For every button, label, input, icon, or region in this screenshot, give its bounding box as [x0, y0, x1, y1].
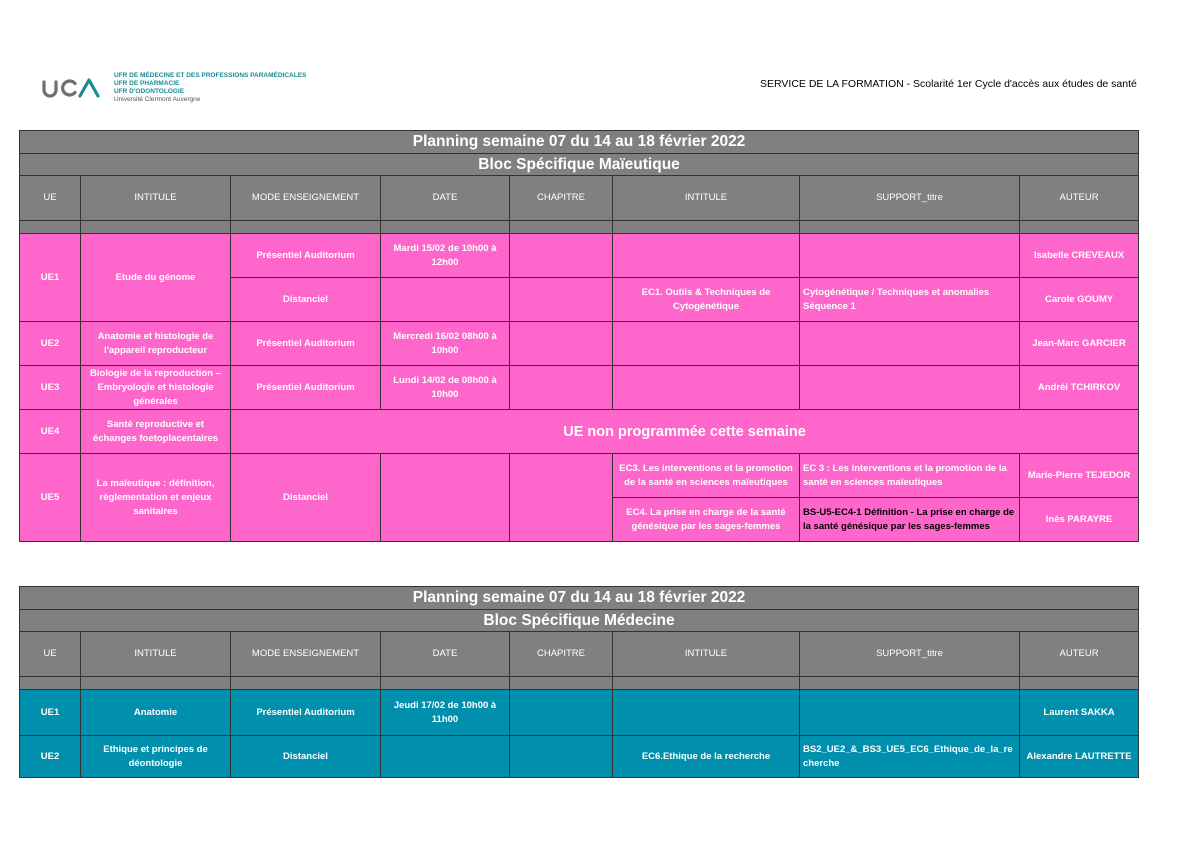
support-titre: Cytogénétique / Techniques et anomalies Séquence 1 [800, 278, 1020, 322]
medecine-table [19, 586, 1139, 778]
col-ue: UE [20, 632, 81, 677]
table-row [20, 690, 1139, 736]
col-support: SUPPORT_titre [800, 176, 1020, 221]
maieutique-title: Planning semaine 07 du 14 au 18 février 2022 [20, 131, 1139, 154]
mode: Distanciel [231, 454, 381, 542]
medecine-subtitle: Bloc Spécifique Médecine [20, 610, 1139, 632]
uca-logo [42, 72, 306, 104]
auteur: Laurent SAKKA [1020, 690, 1139, 736]
col-intitule-ec: INTITULE [613, 176, 800, 221]
support-titre: BS2_UE2_&_BS3_UE5_EC6_Ethique_de_la_recherche [800, 736, 1020, 778]
logo-line-universite: Université Clermont Auvergne [114, 96, 201, 103]
ue-code: UE2 [20, 322, 81, 366]
ue-intitule: Etude du génome [81, 234, 231, 322]
col-auteur: AUTEUR [1020, 176, 1139, 221]
mode: Présentiel Auditorium [231, 690, 381, 736]
table-row [20, 366, 1139, 410]
col-chapitre: CHAPITRE [510, 632, 613, 677]
date: Lundi 14/02 de 08h00 à 10h00 [381, 366, 510, 410]
uca-logo-mark-icon [42, 76, 102, 100]
col-auteur: AUTEUR [1020, 632, 1139, 677]
logo-line-pharmacie: UFR DE PHARMACIE [114, 80, 180, 87]
table-row [20, 322, 1139, 366]
ec-intitule: EC3. Les interventions et la promotion de la santé en sciences maïeutiques [613, 454, 800, 498]
ec-intitule: EC1. Outils & Techniques de Cytogénétique [613, 278, 800, 322]
col-date: DATE [381, 176, 510, 221]
ue-code: UE1 [20, 690, 81, 736]
maieutique-subtitle: Bloc Spécifique Maïeutique [20, 154, 1139, 176]
mode: Présentiel Auditorium [231, 234, 381, 278]
service-title: SERVICE DE LA FORMATION - Scolarité 1er Cycle d'accès aux études de santé [760, 78, 1137, 90]
spacer-row [20, 677, 1139, 690]
auteur: Marie-Pierre TEJEDOR [1020, 454, 1139, 498]
date: Mercredi 16/02 08h00 à 10h00 [381, 322, 510, 366]
ue-code: UE2 [20, 736, 81, 778]
ue-intitule: Anatomie et histologie de l'appareil reproducteur [81, 322, 231, 366]
ue-intitule: La maïeutique : définition, règlementation et enjeux sanitaires [81, 454, 231, 542]
maieutique-table [19, 130, 1139, 542]
support-titre: BS-U5-EC4-1 Définition - La prise en charge de la santé génésique par les sages-femmes [800, 498, 1020, 542]
table-row [20, 410, 1139, 454]
ec-intitule: EC4. La prise en charge de la santé génésique par les sages-femmes [613, 498, 800, 542]
ue-intitule: Anatomie [81, 690, 231, 736]
ec-intitule: EC6.Ethique de la recherche [613, 736, 800, 778]
logo-line-medecine: UFR DE MÉDECINE ET DES PROFESSIONS PARAMÉDICALES [114, 72, 307, 79]
col-date: DATE [381, 632, 510, 677]
col-mode: MODE ENSEIGNEMENT [231, 176, 381, 221]
auteur: Inès PARAYRE [1020, 498, 1139, 542]
logo-text [114, 72, 306, 104]
mode: Distanciel [231, 278, 381, 322]
auteur: Jean-Marc GARCIER [1020, 322, 1139, 366]
auteur: Alexandre LAUTRETTE [1020, 736, 1139, 778]
col-mode: MODE ENSEIGNEMENT [231, 632, 381, 677]
date: Mardi 15/02 de 10h00 à 12h00 [381, 234, 510, 278]
mode: Présentiel Auditorium [231, 366, 381, 410]
auteur: Carole GOUMY [1020, 278, 1139, 322]
table-row [20, 234, 1139, 278]
col-support: SUPPORT_titre [800, 632, 1020, 677]
col-intitule: INTITULE [81, 176, 231, 221]
mode: Distanciel [231, 736, 381, 778]
col-intitule-ec: INTITULE [613, 632, 800, 677]
col-chapitre: CHAPITRE [510, 176, 613, 221]
support-titre: EC 3 : Les interventions et la promotion de la santé en sciences maïeutiques [800, 454, 1020, 498]
medecine-header-row [20, 632, 1139, 677]
auteur: Andréi TCHIRKOV [1020, 366, 1139, 410]
ue-intitule: Ethique et principes de déontologie [81, 736, 231, 778]
ue-not-scheduled-note: UE non programmée cette semaine [231, 410, 1139, 454]
ue-code: UE1 [20, 234, 81, 322]
ue-code: UE5 [20, 454, 81, 542]
spacer-row [20, 221, 1139, 234]
table-row [20, 454, 1139, 498]
date: Jeudi 17/02 de 10h00 à 11h00 [381, 690, 510, 736]
ue-intitule: Biologie de la reproduction – Embryologie et histologie générales [81, 366, 231, 410]
medecine-title: Planning semaine 07 du 14 au 18 février 2022 [20, 587, 1139, 610]
ue-intitule: Santé reproductive et échanges foetoplacentaires [81, 410, 231, 454]
auteur: Isabelle CREVEAUX [1020, 234, 1139, 278]
table-row [20, 736, 1139, 778]
logo-line-odontologie: UFR D'ODONTOLOGIE [114, 88, 185, 95]
col-intitule: INTITULE [81, 632, 231, 677]
maieutique-header-row [20, 176, 1139, 221]
mode: Présentiel Auditorium [231, 322, 381, 366]
ue-code: UE3 [20, 366, 81, 410]
ue-code: UE4 [20, 410, 81, 454]
col-ue: UE [20, 176, 81, 221]
